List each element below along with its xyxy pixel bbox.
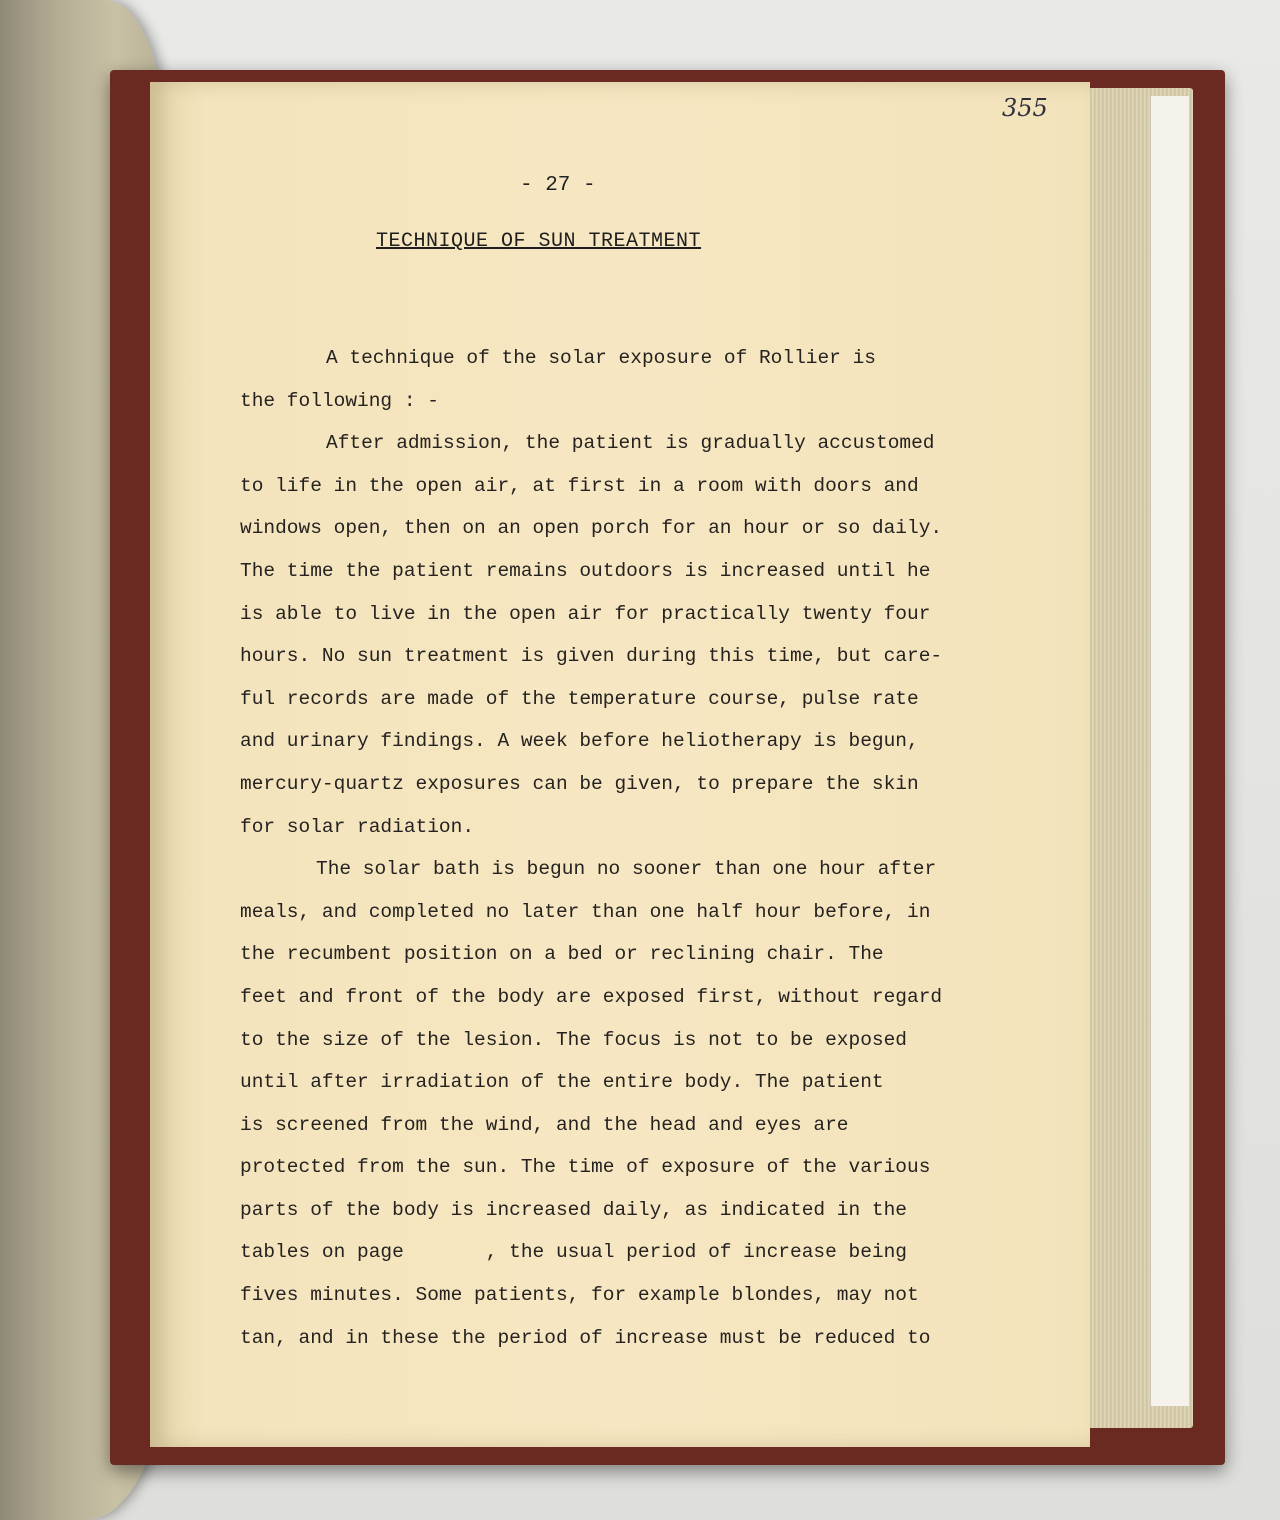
text-line: tan, and in these the period of increase must be reduced to [240,1326,931,1349]
text-line: the following : - [240,389,439,412]
text-line: for solar radiation. [240,815,475,838]
page-number: - 27 - [520,174,596,197]
text-line: hours. No sun treatment is given during this time, but care- [240,645,943,668]
text-line: parts of the body is increased daily, as indicated in the [240,1198,908,1221]
body-text [240,337,1000,1359]
text-line: The time the patient remains outdoors is increased until he [240,559,931,582]
text-line: protected from the sun. The time of exposure of the various [240,1156,931,1179]
text-line: windows open, then on an open porch for an hour or so daily. [240,517,943,540]
text-line: to the size of the lesion. The focus is not to be exposed [240,1028,908,1051]
text-line: ful records are made of the temperature course, pulse rate [240,687,919,710]
text-line: mercury-quartz exposures can be given, to prepare the skin [240,772,919,795]
inserted-sheet-edge [1150,96,1189,1406]
text-line: After admission, the patient is gradually accustomed [326,432,935,455]
text-line: fives minutes. Some patients, for example blondes, may not [240,1284,919,1307]
text-line: A technique of the solar exposure of Rollier is [326,347,876,369]
text-line: tables on page , the usual period of increase being [240,1241,908,1264]
text-line: feet and front of the body are exposed first, without regard [240,985,943,1008]
text-line: the recumbent position on a bed or reclining chair. The [240,943,884,966]
document-page [150,82,1090,1447]
text-line: meals, and completed no later than one half hour before, in [240,900,931,923]
text-line: to life in the open air, at first in a room with doors and [240,474,919,497]
section-title: TECHNIQUE OF SUN TREATMENT [376,230,702,253]
text-line: The solar bath is begun no sooner than one hour after [316,858,937,881]
text-line: is screened from the wind, and the head and eyes are [240,1113,849,1136]
text-line: and urinary findings. A week before heliotherapy is begun, [240,730,919,753]
handwritten-folio-number: 355 [1002,94,1048,122]
text-line: until after irradiation of the entire body. The patient [240,1071,884,1094]
text-line: is able to live in the open air for practically twenty four [240,602,931,625]
